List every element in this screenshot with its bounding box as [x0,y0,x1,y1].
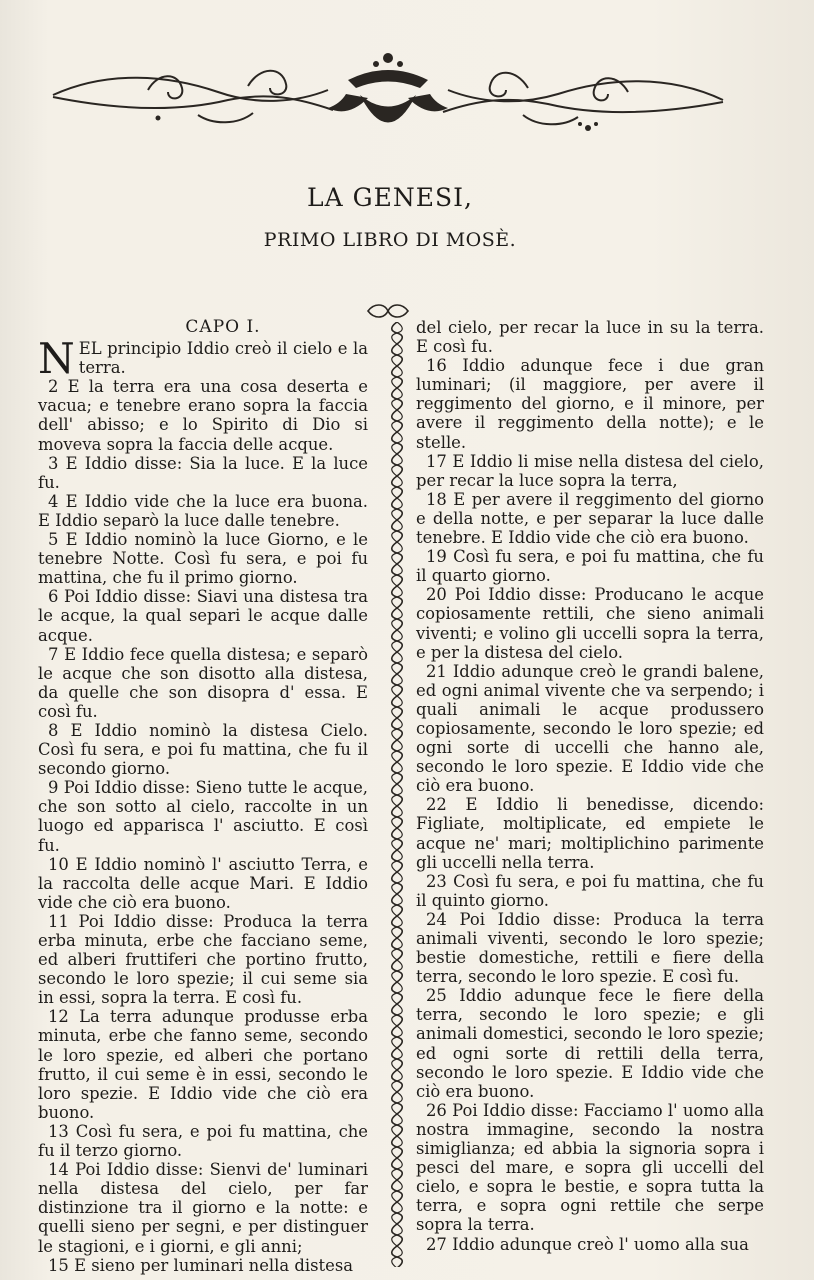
verse-23: 23 Così fu sera, e poi fu mattina, che fu il quinto giorno. [416,871,764,910]
verse-12: 12 La terra adunque produsse erba minuta, erbe che fanno seme, secondo le loro spezie, ed alberi che portano frutto, il cui seme è in essi, secondo le loro spezie. E Iddio vide che ciò era buono. [38,1007,368,1122]
verse-1: NEL principio Iddio creò il cielo e la terra. [38,334,368,384]
book-title: LA GENESI, [307,183,473,212]
verse-24: 24 Poi Iddio disse: Produca la terra animali viventi, secondo le loro spezie; bestie domestiche, rettili e fiere della terra, secondo le loro spezie. E così fu. [416,909,764,987]
chapter-heading: CAPO I. [185,317,261,337]
verse-6: 6 Poi Iddio disse: Siavi una distesa tra le acque, la qual separi le acque dalle acque. [38,587,368,645]
verse-19: 19 Così fu sera, e poi fu mattina, che fu il quarto giorno. [416,547,764,586]
verse-4: 4 E Iddio vide che la luce era buona. E Iddio separò la luce dalle tenebre. [38,491,368,530]
left-column [38,318,368,1275]
verse-18: 18 E per avere il reggimento del giorno e della notte, e per separar la luce dalle tenebre. E Iddio vide che ciò era buono. [416,489,764,548]
verse-20: 20 Poi Iddio disse: Producano le acque copiosamente rettili, che sieno animali viventi; e volino gli uccelli sopra la terra, e per la distesa del cielo. [416,585,764,662]
verse-14: 14 Poi Iddio disse: Sienvi de' luminari nella distesa del cielo, per far distinzione tra il giorno e la notte: e quelli sieno per segni, e per distinguer le stagioni, e i giorni, e gli anni; [38,1160,368,1256]
verse-15-continuation: del cielo, per recar la luce in su la terra. E così fu. [416,318,764,357]
right-column [416,318,764,1254]
verse-3: 3 E Iddio disse: Sia la luce. E la luce fu. [38,453,368,492]
verse-11: 11 Poi Iddio disse: Produca la terra erba minuta, erbe che facciano seme, ed alberi fruttiferi che portino frutto, secondo le loro spezie; il cui seme sia in essi, sopra la terra. E così fu. [38,911,368,1008]
verse-22: 22 E Iddio li benedisse, dicendo: Figliate, moltiplicate, ed empiete le acque ne' mari; moltiplichino parimente gli uccelli nella terra. [416,795,764,872]
verse-25: 25 Iddio adunque fece le fiere della terra, secondo le loro spezie; e gli animali domestici, secondo le loro spezie; ed ogni sorte di rettili della terra, secondo le loro spezie. E Iddio vide che ciò era buono. [416,986,764,1101]
verse-2: 2 E la terra era una cosa deserta e vacua; e tenebre erano sopra la faccia dell' abisso; e lo Spirito di Dio si moveva sopra la faccia delle acque. [38,377,368,454]
verse-26: 26 Poi Iddio disse: Facciamo l' uomo alla nostra immagine, secondo la nostra simiglianza; ed abbia la signoria sopra i pesci del mare, e sopra gli uccelli del cielo, e sopra le bestie, e sopra tutta la terra, e sopra ogni rettile che serpe sopra la terra. [416,1100,764,1235]
verse-9: 9 Poi Iddio disse: Sieno tutte le acque, che son sotto al cielo, raccolte in un luogo ed apparisca l' asciutto. E così fu. [38,778,368,855]
drop-cap: N [38,334,75,384]
book-subtitle: PRIMO LIBRO DI MOSÈ. [263,229,517,251]
verse-27: 27 Iddio adunque creò l' uomo alla sua [426,1234,749,1254]
header-ornament-icon [48,40,728,155]
column-divider-chain-icon [388,322,406,1267]
verse-21: 21 Iddio adunque creò le grandi balene, ed ogni animal vivente che va serpendo; i quali animali le acque produssero copiosamente, secondo le loro spezie; ed ogni sorte di uccelli che hanno ale, secondo le loro spezie. E Iddio vide che ciò era buono. [416,661,764,796]
verse-16: 16 Iddio adunque fece i due gran luminari; (il maggiore, per avere il reggimento del giorno, e il minore, per avere il reggimento della notte); e le stelle. [416,356,764,452]
verse-13: 13 Così fu sera, e poi fu mattina, che fu il terzo giorno. [38,1121,368,1161]
verse-17: 17 E Iddio li mise nella distesa del cielo, per recar la luce sopra la terra, [416,451,764,490]
verse-15: 15 E sieno per luminari nella distesa [48,1255,354,1275]
divider-ornament-icon [366,303,410,319]
verse-5: 5 E Iddio nominò la luce Giorno, e le tenebre Notte. Così fu sera, e poi fu mattina, che fu il primo giorno. [38,530,368,588]
verse-7: 7 E Iddio fece quella distesa; e separò le acque che son disotto alla distesa, da quelle che son disopra d' essa. E così fu. [38,644,368,721]
verse-8: 8 E Iddio nominò la distesa Cielo. Così fu sera, e poi fu mattina, che fu il secondo giorno. [38,720,368,779]
verse-10: 10 E Iddio nominò l' asciutto Terra, e la raccolta delle acque Mari. E Iddio vide che ciò era buono. [38,854,368,912]
